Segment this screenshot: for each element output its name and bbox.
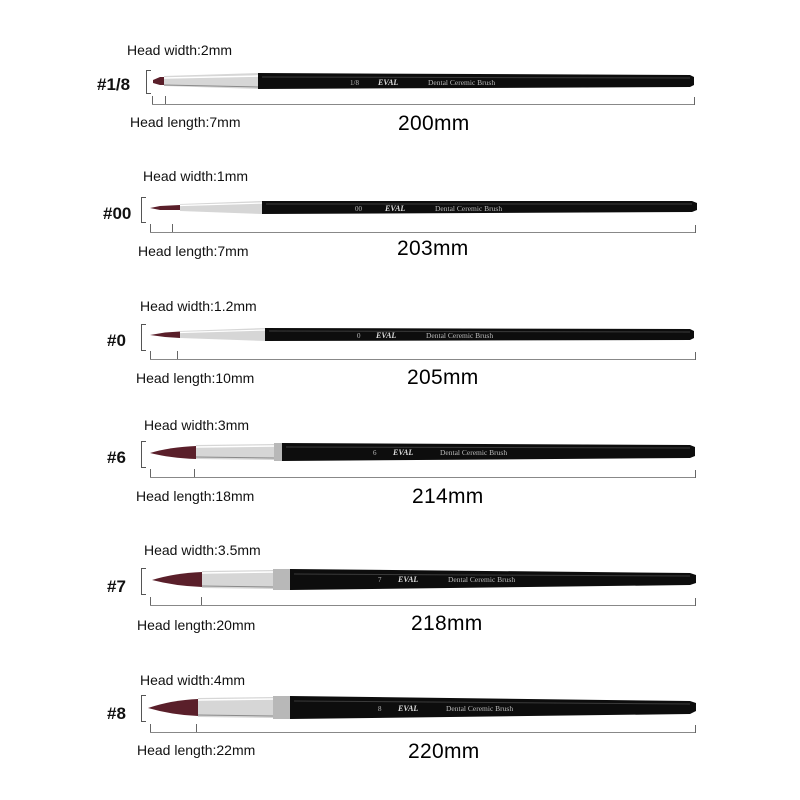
total-length-end-tick bbox=[695, 352, 696, 360]
size-label: #00 bbox=[103, 204, 132, 223]
brush-image bbox=[0, 320, 800, 350]
total-length-label: 200mm bbox=[398, 112, 470, 135]
total-length-end-tick bbox=[695, 225, 696, 233]
total-length-line bbox=[150, 477, 695, 478]
product-name: Dental Ceremic Brush bbox=[440, 448, 508, 457]
head-length-start-tick bbox=[152, 96, 153, 104]
head-width-label: Head width:3mm bbox=[144, 417, 250, 433]
total-length-line bbox=[150, 232, 695, 233]
product-name: Dental Ceremic Brush bbox=[428, 78, 496, 87]
head-length-label: Head length:20mm bbox=[137, 617, 256, 633]
brush-image bbox=[0, 565, 800, 595]
head-length-label: Head length:7mm bbox=[130, 114, 241, 130]
product-name: Dental Ceremic Brush bbox=[435, 204, 503, 213]
size-label: #8 bbox=[107, 704, 126, 723]
total-length-line bbox=[150, 732, 695, 733]
total-length-end-tick bbox=[695, 725, 696, 733]
head-length-end-tick bbox=[165, 96, 166, 104]
brand-logo: EVAL bbox=[398, 575, 419, 584]
head-length-start-tick bbox=[150, 224, 151, 232]
brush-image bbox=[0, 693, 800, 723]
brush-image bbox=[0, 438, 800, 468]
brush-image bbox=[0, 193, 800, 223]
total-length-end-tick bbox=[695, 470, 696, 478]
total-length-label: 214mm bbox=[412, 485, 484, 508]
total-length-label: 220mm bbox=[408, 740, 480, 763]
head-length-end-tick bbox=[201, 597, 202, 605]
total-length-end-tick bbox=[694, 97, 695, 105]
head-width-label: Head width:3.5mm bbox=[144, 542, 261, 558]
head-length-start-tick bbox=[150, 724, 151, 732]
handle-size-mark: 00 bbox=[355, 205, 362, 213]
handle-size-mark: 1/8 bbox=[350, 79, 359, 87]
head-length-start-tick bbox=[150, 351, 151, 359]
size-label: #6 bbox=[107, 448, 126, 467]
product-name: Dental Ceremic Brush bbox=[446, 704, 514, 713]
head-length-end-tick bbox=[194, 469, 195, 477]
total-length-line bbox=[152, 104, 694, 105]
handle-size-mark: 6 bbox=[373, 449, 377, 457]
head-length-label: Head length:7mm bbox=[138, 243, 249, 259]
head-length-end-tick bbox=[172, 224, 173, 232]
brush-image bbox=[0, 66, 800, 96]
head-length-start-tick bbox=[150, 469, 151, 477]
size-label: #7 bbox=[107, 577, 126, 596]
head-length-label: Head length:22mm bbox=[137, 742, 256, 758]
total-length-line bbox=[150, 359, 695, 360]
size-label: #1/8 bbox=[97, 75, 131, 94]
size-label: #0 bbox=[107, 331, 126, 350]
brand-logo: EVAL bbox=[378, 78, 399, 87]
head-length-label: Head length:10mm bbox=[136, 370, 255, 386]
total-length-label: 218mm bbox=[411, 612, 483, 635]
product-name: Dental Ceremic Brush bbox=[448, 575, 516, 584]
brand-logo: EVAL bbox=[393, 448, 414, 457]
handle-size-mark: 8 bbox=[378, 705, 382, 713]
head-length-end-tick bbox=[177, 351, 178, 359]
handle-size-mark: 0 bbox=[357, 332, 361, 340]
handle-size-mark: 7 bbox=[378, 576, 382, 584]
head-width-label: Head width:1.2mm bbox=[140, 298, 257, 314]
head-width-label: Head width:2mm bbox=[127, 42, 233, 58]
total-length-label: 205mm bbox=[407, 366, 479, 389]
brand-logo: EVAL bbox=[376, 331, 397, 340]
brand-logo: EVAL bbox=[385, 204, 406, 213]
brand-logo: EVAL bbox=[398, 704, 419, 713]
total-length-end-tick bbox=[695, 598, 696, 606]
head-length-end-tick bbox=[196, 724, 197, 732]
total-length-label: 203mm bbox=[397, 237, 469, 260]
head-length-label: Head length:18mm bbox=[136, 488, 255, 504]
product-name: Dental Ceremic Brush bbox=[426, 331, 494, 340]
total-length-line bbox=[150, 605, 695, 606]
head-width-label: Head width:4mm bbox=[140, 672, 246, 688]
head-length-start-tick bbox=[150, 597, 151, 605]
head-width-label: Head width:1mm bbox=[143, 168, 249, 184]
